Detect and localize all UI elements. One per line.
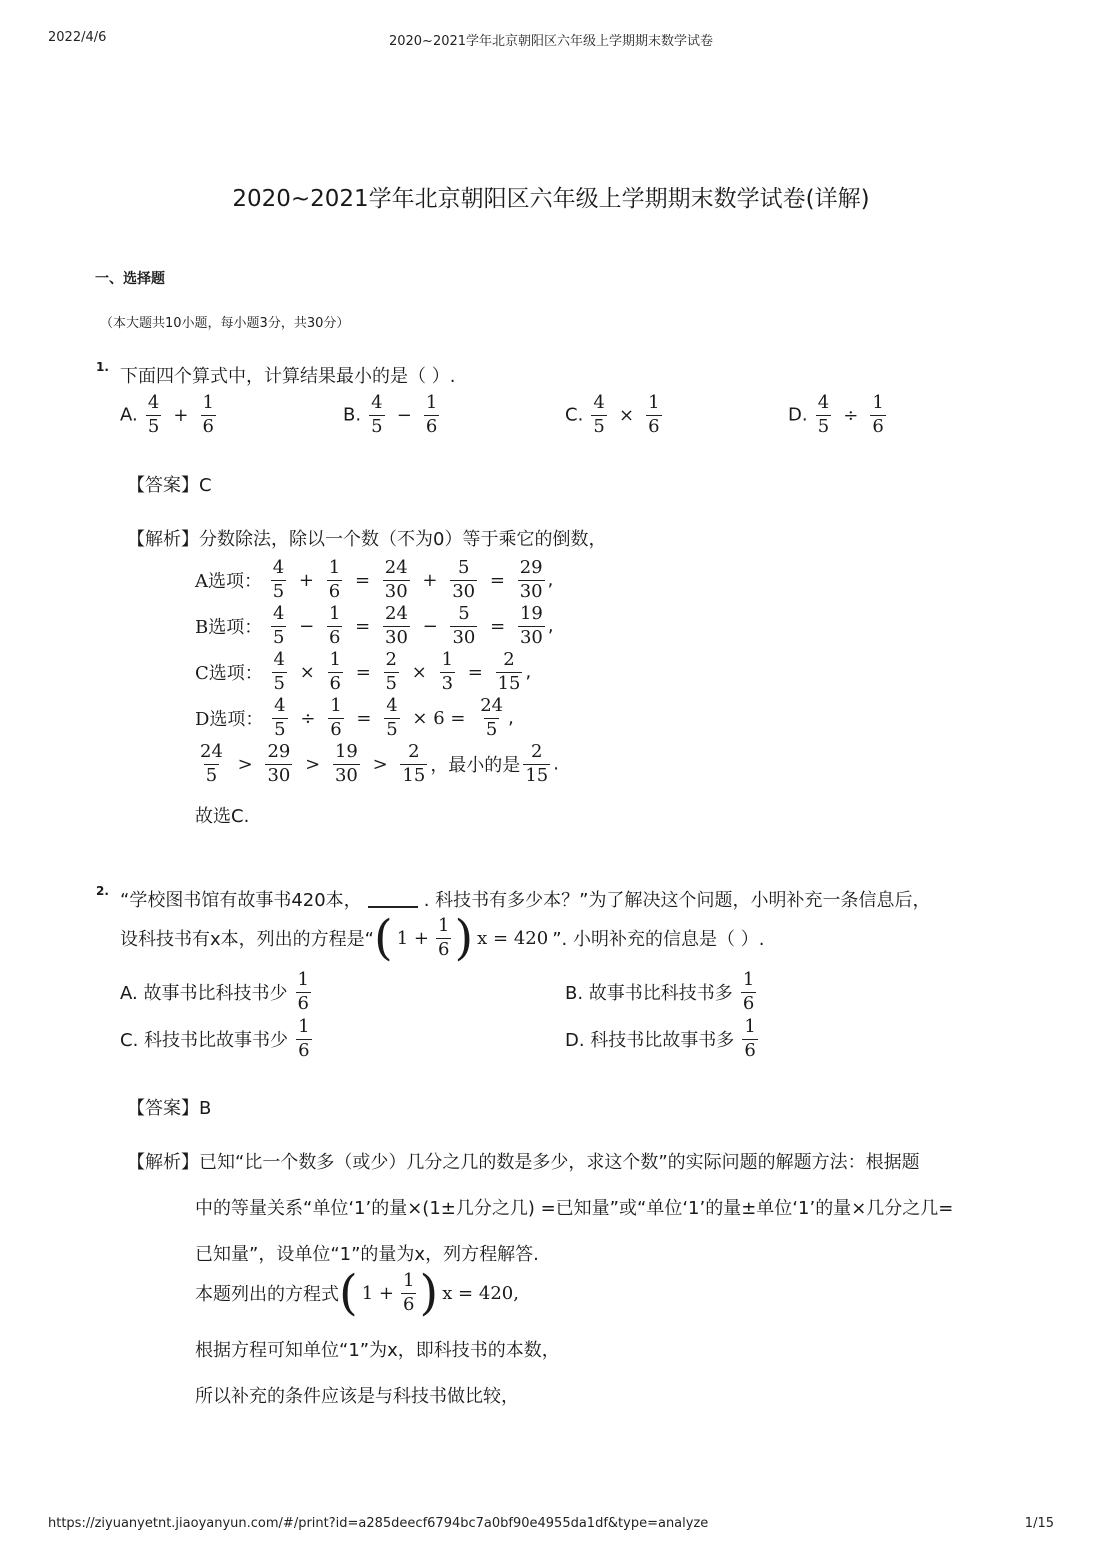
- answer-label: 【答案】: [127, 475, 199, 496]
- q2-option-d[interactable]: D. 科技书比故事书多 $\frac{1}{6}$: [565, 1016, 756, 1061]
- q1-option-c[interactable]: [565, 393, 665, 437]
- fraction: $\frac{4}{5}$: [371, 392, 383, 437]
- q2-analysis-line-6: 所以补充的条件应该是与科技书做比较，: [195, 1386, 519, 1407]
- answer-blank: [368, 906, 418, 908]
- q1-answer: [127, 471, 212, 497]
- q1-final: 故选C.: [195, 806, 250, 827]
- answer-value: C: [199, 475, 212, 496]
- q1-analysis: [127, 525, 606, 551]
- fraction: $\frac{1}{6}$: [202, 392, 214, 437]
- operator: ×: [618, 404, 635, 426]
- analysis-label: 【解析】: [127, 1152, 199, 1173]
- q2-analysis-line-5: 根据方程可知单位“1”为x，即科技书的本数，: [195, 1340, 560, 1361]
- analysis-text: 已知“比一个数多（或少）几分之几的数是多少，求这个数”的实际问题的解题方法：根据题: [199, 1152, 920, 1173]
- question-number-2: 2.: [96, 884, 109, 898]
- analysis-label: 【解析】: [127, 529, 199, 550]
- fraction: $\frac{4}{5}$: [147, 392, 160, 437]
- q2-option-a[interactable]: A. 故事书比科技书少 $\frac{1}{6}$: [120, 969, 309, 1014]
- q1-line-a: A选项： $\frac{4}{5}$ + $\frac{1}{6}$ = $\frac{24}{30}$ + $\frac{5}{30}$ = $\frac{29}{30}$ ,: [195, 557, 554, 602]
- analysis-intro: 分数除法，除以一个数（不为0）等于乘它的倒数，: [199, 529, 607, 550]
- fraction: $\frac{1}{6}$: [872, 392, 884, 437]
- header-title: 2020~2021学年北京朝阳区六年级上学期期末数学试卷: [388, 34, 714, 49]
- q2-option-c[interactable]: C. 科技书比故事书少 $\frac{1}{6}$: [120, 1016, 310, 1061]
- q1-option-a[interactable]: [120, 393, 219, 437]
- question-1-stem: 下面四个算式中，计算结果最小的是（ ）.: [120, 366, 456, 387]
- q1-line-compare: $\frac{24}{5}$ > $\frac{29}{30}$ > $\frac{19}{30}$ > $\frac{2}{15}$ ，最小的是 $\frac{2}{15}$ .: [200, 741, 559, 786]
- answer-label: 【答案】: [127, 1098, 199, 1119]
- fraction: $\frac{4}{5}$: [817, 392, 830, 437]
- q1-option-d[interactable]: [788, 393, 889, 437]
- q2-analysis-line-3: 已知量”，设单位“1”的量为x，列方程解答.: [195, 1244, 539, 1265]
- section-note: （本大题共10小题，每小题3分，共30分）: [100, 316, 350, 331]
- section-title: 一、选择题: [95, 271, 165, 287]
- q1-line-c: C选项： $\frac{4}{5}$ × $\frac{1}{6}$ = $\frac{2}{5}$ × $\frac{1}{3}$ = $\frac{2}{15}$ ,: [195, 649, 532, 694]
- header-date: 2022/4/6: [48, 30, 107, 45]
- q1-option-b[interactable]: [343, 393, 442, 437]
- operator: ÷: [843, 404, 859, 426]
- option-label: A.: [120, 404, 138, 426]
- q1-line-b: B选项： $\frac{4}{5}$ − $\frac{1}{6}$ = $\frac{24}{30}$ − $\frac{5}{30}$ = $\frac{19}{30}$ ,: [195, 603, 554, 648]
- page-title: 2020~2021学年北京朝阳区六年级上学期期末数学试卷(详解): [232, 186, 870, 212]
- operator: −: [396, 404, 412, 426]
- question-2-stem-2: 设科技书有x本，列出的方程是“( 1 + $\frac{1}{6}$ ) x = 420 ”. 小明补充的信息是（ ）.: [120, 910, 765, 966]
- q2-analysis-line-4: 本题列出的方程式( 1 + $\frac{1}{6}$ ) x = 420,: [195, 1265, 519, 1321]
- q2-analysis: [127, 1148, 920, 1174]
- fraction: $\frac{4}{5}$: [593, 392, 605, 437]
- fraction: $\frac{1}{6}$: [648, 392, 660, 437]
- fraction: $\frac{1}{6}$: [425, 392, 438, 437]
- option-label: D.: [788, 404, 808, 426]
- q2-analysis-line-2: 中的等量关系“单位‘1’的量×(1±几分之几) =已知量”或“单位‘1’的量±单位‘1’的量×几分之几=: [195, 1198, 954, 1219]
- question-number-1: 1.: [96, 360, 109, 374]
- answer-value: B: [199, 1098, 212, 1119]
- operator: +: [173, 404, 189, 426]
- footer-url[interactable]: https://ziyuanyetnt.jiaoyanyun.com/#/print?id=a285deecf6794bc7a0bf90e4955da1df&type=analyze: [48, 1516, 709, 1531]
- option-label: B.: [343, 404, 362, 426]
- q1-line-d: D选项： $\frac{4}{5}$ ÷ $\frac{1}{6}$ = $\frac{4}{5}$ × 6 = $\frac{24}{5}$ ,: [195, 695, 514, 740]
- question-2-stem-1: “学校图书馆有故事书420本， . 科技书有多少本？”为了解决这个问题，小明补充一条信息后，: [120, 890, 931, 911]
- footer-page-number: 1/15: [1024, 1516, 1054, 1531]
- option-label: C.: [565, 404, 584, 426]
- q2-option-b[interactable]: B. 故事书比科技书多 $\frac{1}{6}$: [565, 969, 755, 1014]
- q2-answer: [127, 1094, 211, 1120]
